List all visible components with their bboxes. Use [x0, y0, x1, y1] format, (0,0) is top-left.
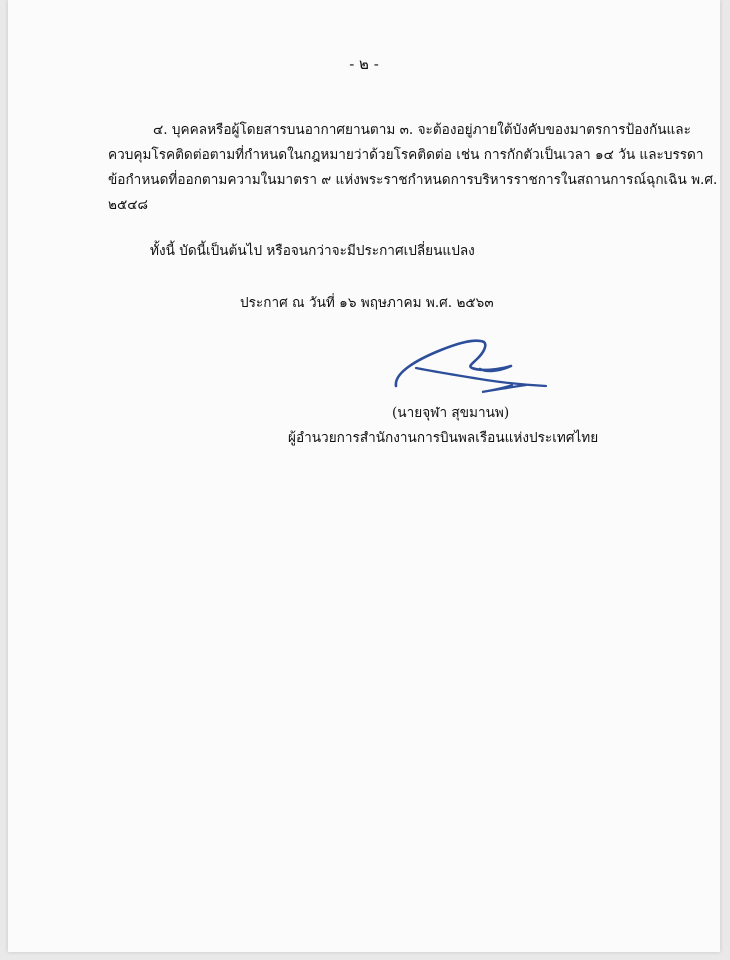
document-page	[8, 0, 720, 952]
effective-statement: ทั้งนี้ บัดนี้เป็นต้นไป หรือจนกว่าจะมีประกาศเปลี่ยนแปลง	[150, 243, 475, 259]
handwritten-signature	[386, 328, 556, 398]
signature-stroke	[396, 341, 511, 386]
paragraph-line: ๔. บุคคลหรือผู้โดยสารบนอากาศยานตาม ๓. จะต้องอยู่ภายใต้บังคับของมาตรการป้องกันและ	[153, 122, 691, 138]
clause-paragraph	[108, 118, 718, 218]
page-number: - ๒ -	[349, 55, 379, 73]
paragraph-line: ๒๕๔๘	[108, 197, 149, 213]
paragraph-line: ข้อกำหนดที่ออกตามความในมาตรา ๙ แห่งพระราชกำหนดการบริหารราชการในสถานการณ์ฉุกเฉิน พ.ศ.	[108, 172, 718, 188]
announcement-date: ประกาศ ณ วันที่ ๑๖ พฤษภาคม พ.ศ. ๒๕๖๓	[240, 295, 494, 311]
signer-name: (นายจุฬา สุขมานพ)	[392, 405, 510, 421]
paragraph-line: ควบคุมโรคติดต่อตามที่กำหนดในกฎหมายว่าด้วยโรคติดต่อ เช่น การกักตัวเป็นเวลา ๑๔ วัน และบรรดา	[108, 147, 704, 163]
signature-stroke	[482, 385, 526, 392]
signer-title: ผู้อำนวยการสำนักงานการบินพลเรือนแห่งประเทศไทย	[288, 430, 599, 446]
